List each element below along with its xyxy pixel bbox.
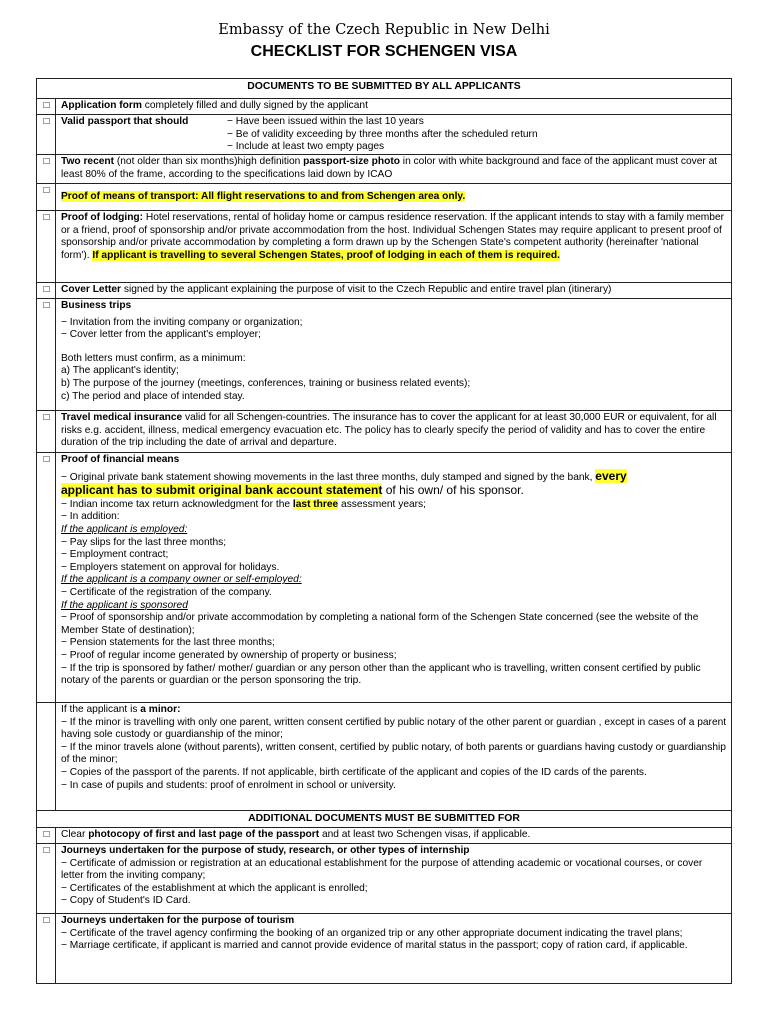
lodging-text: Proof of lodging: Hotel reservations, rental of holiday home or campus residence reservation. If the applicant intends to stay with a family member or a friend, proof of sponsorship and/or private accommodation from the host. Individual Schengen States may require applicant to present proof of sponsorship and/or private accommodation by completing a form drawn up by the Schengen State's competent authority (hereinafter 'national form'). If applicant is travelling to several Schengen States, proof of lodging in each of them is required. [56,211,732,283]
checkbox[interactable]: □ [37,99,56,115]
financial-means-text: Proof of financial means − Original private bank statement showing movements in the last three months, duly stamped and signed by the bank, every applicant has to submit original bank account statement of his own/ of his sponsor. − Indian income tax return acknowledgment for the last three assessment years; − In addition: If the applicant is employed: − Pay slips for the last three months; − Employment contract; − Employers statement on approval for holidays. If the applicant is a company owner or self-employed: − Certificate of the registration of the company. If the applicant is sponsored − Proof of sponsorship and/or private accommodation by completing a national form of the Schengen State concerned (see the website of the Member State of destination); − Pension statements for the last three months; − Proof of regular income generated by ownership of property or business; − If the trip is sponsored by father/ mother/ guardian or any person other than the applicant who is travelling, written consent certified by public notary of the parents or guardian or the person sponsoring the trip. [56,453,732,703]
row-passport-photocopy [37,828,732,844]
row-minor [37,703,732,811]
row-cover-letter [37,283,732,299]
transport-text: Proof of means of transport: All flight reservations to and from Schengen area only. [56,184,732,211]
section-header-all-label: DOCUMENTS TO BE SUBMITTED BY ALL APPLICANTS [37,79,732,99]
checkbox[interactable]: □ [37,211,56,283]
passport-photocopy-text: Clear photocopy of first and last page of the passport and at least two Schengen visas, if applicable. [56,828,732,844]
page-title: CHECKLIST FOR SCHENGEN VISA [250,43,518,60]
study-text: Journeys undertaken for the purpose of study, research, or other types of internship − Certificate of admission or registration at an educational establishment for the purpose of attending academic or vocational courses, or cover letter from the inviting company; − Certificates of the establishment at which the applicant is enrolled; − Copy of Student's ID Card. [56,844,732,914]
checkbox[interactable]: □ [37,844,56,914]
row-transport [37,184,732,211]
business-trips-text: Business trips − Invitation from the inviting company or organization; − Cover letter from the applicant's employer; Both letters must confirm, as a minimum: a) The applicant's identity; b) The purpose of the journey (meetings, conferences, training or business related events); c) The period and place of intended stay. [56,299,732,411]
section-header-additional [37,811,732,828]
section-header-additional-label: ADDITIONAL DOCUMENTS MUST BE SUBMITTED FOR [37,811,732,828]
row-passport [37,115,732,155]
checkbox[interactable]: □ [37,115,56,155]
checkbox[interactable]: □ [37,299,56,411]
application-form-text: Application form completely filled and dully signed by the applicant [56,99,732,115]
checkbox[interactable]: □ [37,411,56,453]
checkbox[interactable]: □ [37,828,56,844]
row-financial-means [37,453,732,703]
row-tourism [37,914,732,984]
checkbox[interactable]: □ [37,155,56,184]
row-application-form [37,99,732,115]
section-header-all [37,79,732,99]
tourism-text: Journeys undertaken for the purpose of tourism − Certificate of the travel agency confirming the booking of an organized trip or any other appropriate document indicating the travel plans; − Marriage certificate, if applicant is married and cannot provide evidence of marital status in the passport; copy of ration card, if applicable. [56,914,732,984]
row-business-trips [37,299,732,411]
cover-letter-text: Cover Letter signed by the applicant explaining the purpose of visit to the Czech Republic and entire travel plan (itinerary) [56,283,732,299]
embassy-name: Embassy of the Czech Republic in New Delhi [218,22,550,38]
checkbox[interactable]: □ [37,453,56,703]
checklist-table [36,78,732,984]
row-travel-insurance [37,411,732,453]
checkbox[interactable]: □ [37,184,56,211]
row-photo [37,155,732,184]
row-study [37,844,732,914]
checkbox[interactable]: □ [37,283,56,299]
passport-text: Valid passport that should − Have been issued within the last 10 years − Be of validity exceeding by three months after the scheduled return − Include at least two empty pages [56,115,732,155]
photo-text: Two recent (not older than six months)high definition passport-size photo in color with white background and face of the applicant must cover at least 80% of the frame, according to the specifications laid down by ICAO [56,155,732,184]
passport-requirements: − Have been issued within the last 10 years − Be of validity exceeding by three months after the scheduled return − Include at least two empty pages [227,116,538,153]
row-lodging [37,211,732,283]
checkbox[interactable]: □ [37,914,56,984]
travel-insurance-text: Travel medical insurance valid for all Schengen-countries. The insurance has to cover the applicant for at least 30,000 EUR or equivalent, for all risks e.g. accident, illness, medical emergency evacuation etc. The policy has to clearly specify the period of validity and has to cover the entire duration of the trip including the date of arrival and departure. [56,411,732,453]
minor-text: If the applicant is a minor: − If the minor is travelling with only one parent, written consent certified by public notary of the other parent or guardian , except in cases of a parent having sole custody or guardianship of the minor; − If the minor travels alone (without parents), written consent, certified by public notary, of both parents or guardians having custody or guardianship of the minor; − Copies of the passport of the parents. If not applicable, birth certificate of the applicant and copies of the ID cards of the parents. − In case of pupils and students: proof of enrolment in school or university. [56,703,732,811]
